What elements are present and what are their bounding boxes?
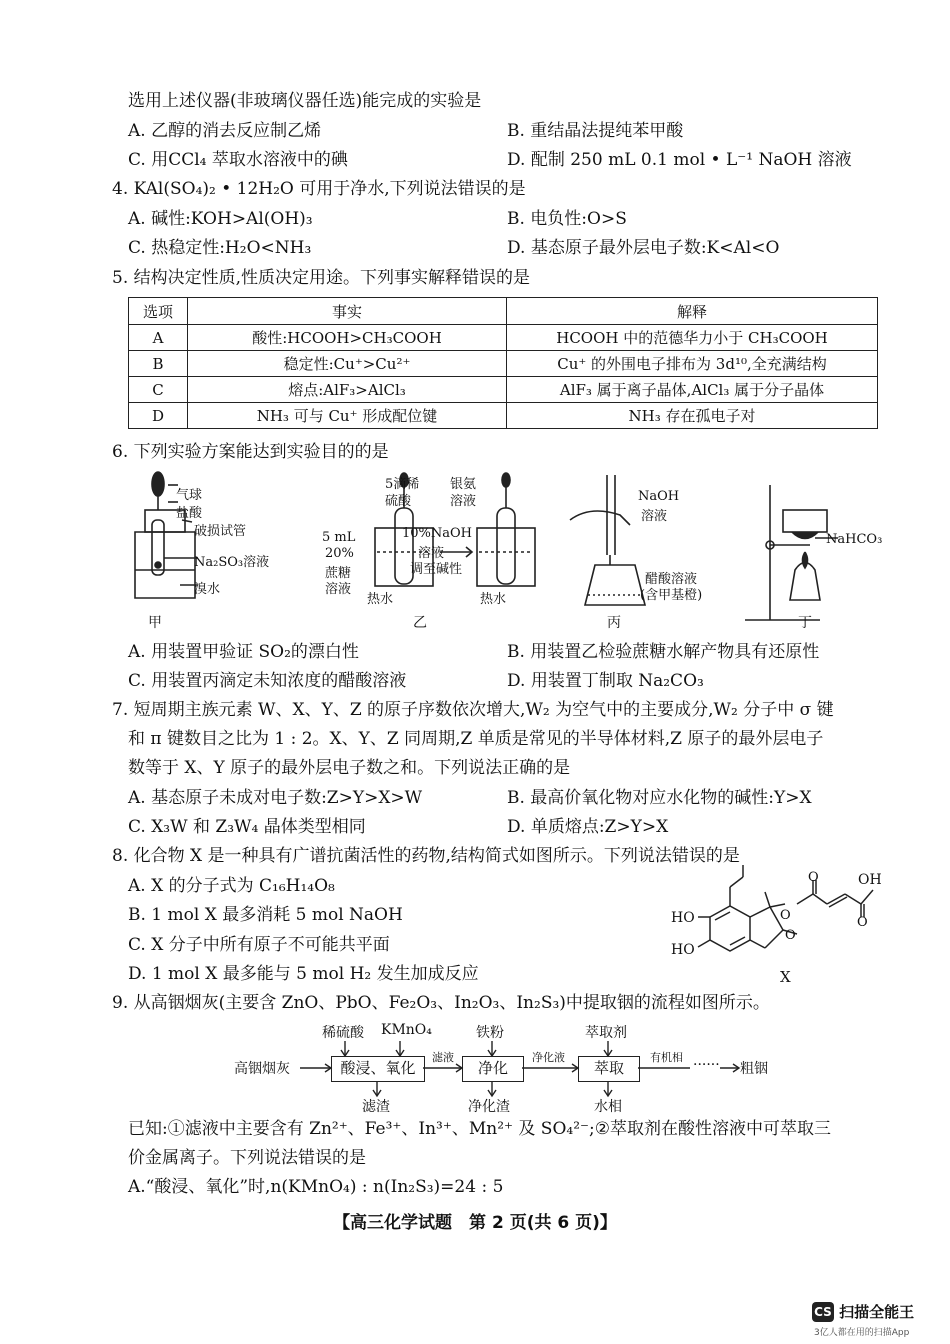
flow-out-aqueous: 水相 [594,1099,622,1115]
fig-jia-label: 甲 [148,615,162,631]
fig-yi-sol: 溶液 [325,582,352,597]
table-cell: NH₃ 可与 Cu⁺ 形成配位键 [188,403,507,429]
q4-option-b: B. 电负性:O>S [507,209,627,229]
q7-option-c: C. X₃W 和 Z₃W₄ 晶体类型相同 [128,817,366,837]
q8-option-a: A. X 的分子式为 C₁₆H₁₄O₈ [128,876,335,896]
logo-name: 扫描全能王 [839,1303,915,1321]
mol-oh: OH [858,872,882,888]
flow-box-extract: 萃取 [578,1056,640,1082]
table-header-row [129,298,878,325]
page-footer: 【高三化学试题 第 2 页(共 6 页)】 [333,1213,617,1233]
table-cell: 熔点:AlF₃>AlCl₃ [188,377,507,403]
fig-yi-adjust: 调至碱性 [410,562,463,577]
fig-jia-br: 溴水 [194,582,221,597]
q6-option-c: C. 用装置丙滴定未知浓度的醋酸溶液 [128,671,407,691]
table-row [129,351,878,377]
mol-label: X [780,968,791,986]
q4-stem: 4. KAl(SO₄)₂ • 12H₂O 可用于净水,下列说法错误的是 [112,179,526,199]
q9-stem: 9. 从高铟烟灰(主要含 ZnO、PbO、Fe₂O₃、In₂O₃、In₂S₃)中提取铟的流程如图所示。 [112,993,770,1013]
fig-jia-na2so3: Na₂SO₃溶液 [194,555,270,570]
flow-box-purify: 净化 [462,1056,524,1082]
fig-yi-naoh2: 溶液 [418,546,445,561]
fig-bing-acetic: 醋酸溶液 [645,572,698,587]
q6-option-a: A. 用装置甲验证 SO₂的漂白性 [128,642,359,662]
fig-yi-hot2: 热水 [480,592,507,607]
table-cell: HCOOH 中的范德华力小于 CH₃COOH [507,325,878,351]
q9-note-line1: 已知:①滤液中主要含有 Zn²⁺、Fe³⁺、In³⁺、Mn²⁺ 及 SO₄²⁻;②萃取剂在酸性溶液中可萃取三 [128,1119,831,1139]
flow-out-purify-residue: 净化渣 [468,1099,510,1115]
q3-option-b: B. 重结晶法提纯苯甲酸 [507,121,684,141]
fig-jia-hcl: 盐酸 [176,506,203,521]
flow-end: 粗铟 [740,1061,768,1077]
mol-o-lactone: O [785,928,796,943]
fig-bing-label: 丙 [607,615,621,631]
q8-option-d: D. 1 mol X 最多能与 5 mol H₂ 发生加成反应 [128,964,479,984]
q5-stem: 5. 结构决定性质,性质决定用途。下列事实解释错误的是 [112,268,531,288]
table-header: 解释 [507,298,878,325]
table-cell: D [129,403,188,429]
q3-stem: 选用上述仪器(非玻璃仪器任选)能完成的实验是 [128,91,482,111]
table-cell: B [129,351,188,377]
q8-option-c: C. X 分子中所有原子不可能共平面 [128,935,390,955]
q7-option-b: B. 最高价氧化物对应水化物的碱性:Y>X [507,788,812,808]
fig-jia-balloon: 气球 [176,488,203,503]
fig-yi-pct: 20% [325,546,354,561]
flow-arrows [290,1038,750,1098]
fig-yi-naoh: 10%NaOH [402,526,473,541]
table-cell: 酸性:HCOOH>CH₃COOH [188,325,507,351]
table-row [129,325,878,351]
flow-organic: 有机相 [650,1051,683,1064]
fig-yi-label: 乙 [413,615,427,631]
fig-yi-silver: 银氨 [450,477,477,492]
mol-o-ester: O [780,908,791,923]
mol-o-acid: O [857,915,868,930]
table-row [129,377,878,403]
q5-table [128,297,878,429]
table-header: 选项 [129,298,188,325]
q9-note-line2: 价金属离子。下列说法错误的是 [128,1148,366,1168]
scanner-logo [812,1301,915,1338]
fig-yi-acid: 硫酸 [385,494,412,509]
flow-in-kmno4: KMnO₄ [381,1022,432,1038]
q8-option-b: B. 1 mol X 最多消耗 5 mol NaOH [128,905,403,925]
flow-out-residue: 滤渣 [362,1099,390,1115]
fig-yi-silver2: 溶液 [450,494,477,509]
fig-yi-vol: 5 mL [322,530,356,545]
fig-ding-label: 丁 [798,615,812,631]
flow-start: 高铟烟灰 [234,1061,290,1077]
table-cell: AlF₃ 属于离子晶体,AlCl₃ 属于分子晶体 [507,377,878,403]
q7-option-a: A. 基态原子未成对电子数:Z>Y>X>W [128,788,423,808]
logo-tagline: 3亿人都在用的扫描App [814,1328,910,1338]
q3-option-a: A. 乙醇的消去反应制乙烯 [128,121,322,141]
q7-stem-line2: 和 π 键数目之比为 1 : 2。X、Y、Z 同周期,Z 单质是常见的半导体材料,Z 原子的最外层电子 [128,729,824,749]
q4-option-d: D. 基态原子最外层电子数:K<Al<O [507,238,780,258]
q4-option-a: A. 碱性:KOH>Al(OH)₃ [128,209,313,229]
flow-in-iron: 铁粉 [476,1025,504,1041]
table-cell: 稳定性:Cu⁺>Cu²⁺ [188,351,507,377]
fig-ding-nahco3: NaHCO₃ [826,532,883,547]
flow-dots: ······ [693,1057,720,1073]
table-cell: NH₃ 存在孤电子对 [507,403,878,429]
q3-option-d: D. 配制 250 mL 0.1 mol • L⁻¹ NaOH 溶液 [507,150,852,170]
fig-bing-indicator: (含甲基橙) [640,588,703,603]
flow-in-acid: 稀硫酸 [322,1025,364,1041]
q4-option-c: C. 热稳定性:H₂O<NH₃ [128,238,312,258]
flow-box-leach: 酸浸、氧化 [331,1056,425,1082]
mol-o-carbonyl: O [808,870,819,885]
q7-option-d: D. 单质熔点:Z>Y>X [507,817,669,837]
fig-bing-naoh2: 溶液 [641,509,668,524]
q3-option-c: C. 用CCl₄ 萃取水溶液中的碘 [128,150,348,170]
flow-filtrate: 滤液 [432,1051,454,1064]
q9-option-a: A.“酸浸、氧化”时,n(KMnO₄) : n(In₂S₃)=24 : 5 [128,1177,504,1197]
q7-stem-line3: 数等于 X、Y 原子的最外层电子数之和。下列说法正确的是 [128,758,571,778]
table-header: 事实 [188,298,507,325]
table-cell: A [129,325,188,351]
fig-jia-tube: 破损试管 [194,524,247,539]
mol-ho-1: HO [671,910,695,926]
fig-yi-drops: 5滴稀 [385,477,420,492]
cs-logo-icon: CS [812,1302,834,1322]
q6-option-b: B. 用装置乙检验蔗糖水解产物具有还原性 [507,642,820,662]
q6-option-d: D. 用装置丁制取 Na₂CO₃ [507,671,704,691]
flow-purified: 净化液 [532,1051,565,1064]
mol-ho-2: HO [671,942,695,958]
q8-stem: 8. 化合物 X 是一种具有广谱抗菌活性的药物,结构简式如图所示。下列说法错误的是 [112,846,740,866]
table-cell: C [129,377,188,403]
q7-stem-line1: 7. 短周期主族元素 W、X、Y、Z 的原子序数依次增大,W₂ 为空气中的主要成分,W₂ 分子中 σ 键 [112,700,834,720]
table-row [129,403,878,429]
fig-yi-sucrose: 蔗糖 [325,566,352,581]
flow-in-extractant: 萃取剂 [585,1025,627,1041]
q6-stem: 6. 下列实验方案能达到实验目的的是 [112,442,389,462]
table-cell: Cu⁺ 的外围电子排布为 3d¹⁰,全充满结构 [507,351,878,377]
fig-yi-hot1: 热水 [367,592,394,607]
fig-bing-naoh: NaOH [638,489,680,504]
